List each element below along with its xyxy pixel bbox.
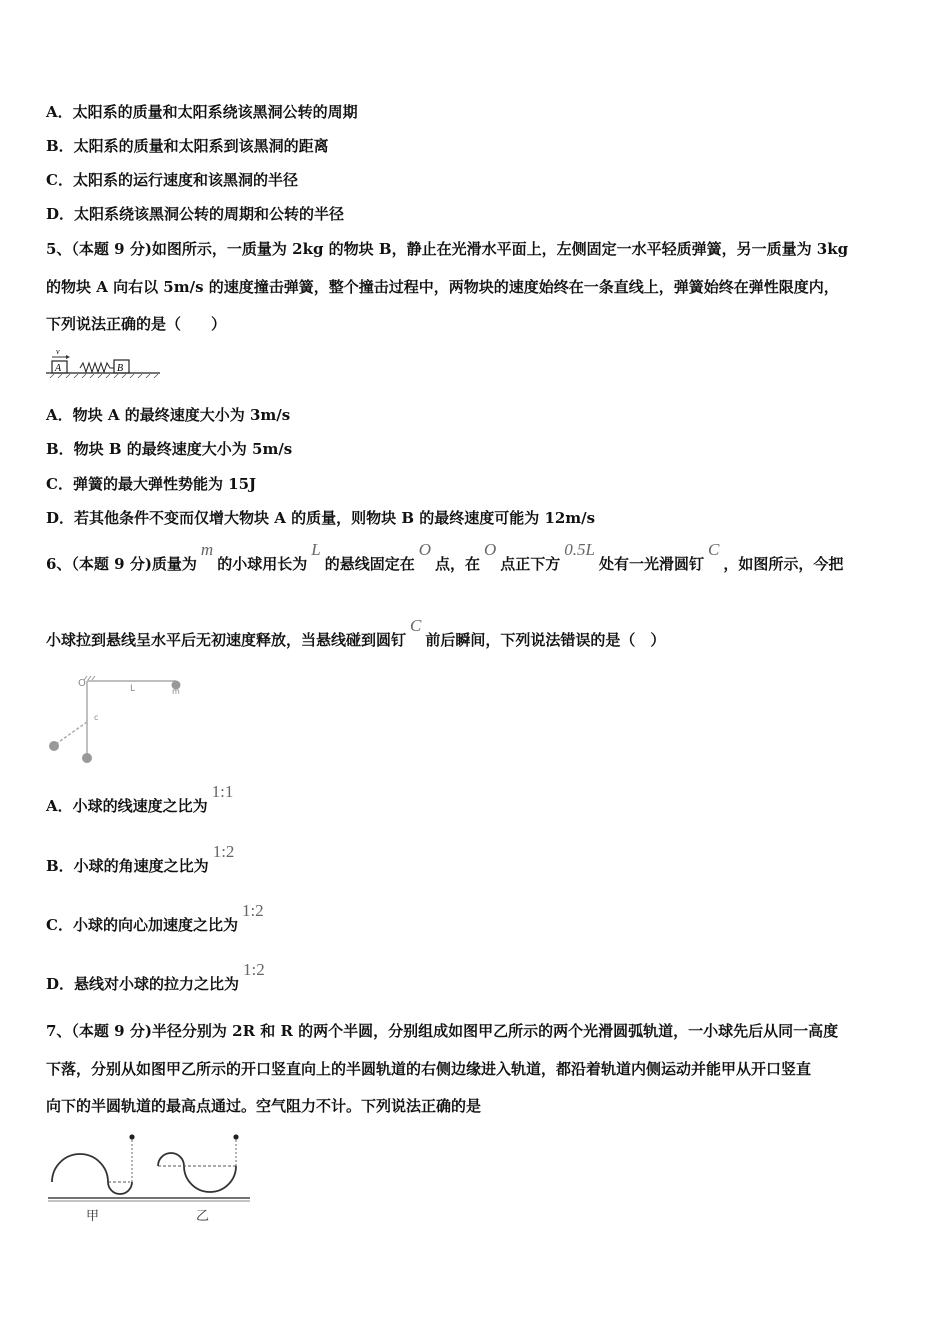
q5-stem-line1: 5、（本题 9 分)如图所示，一质量为 2kg 的物块 B，静止在光滑水平面上，左侧固定一水平轻质弹簧，另一质量为 3kg [46,240,849,258]
q6-text-6: 处有一光滑圆钉 [599,555,705,573]
q6-fig-label-l: L [130,684,136,694]
q6-text-5: 点正下方 [500,555,561,573]
q5-fig-label-a: A [55,363,62,374]
q5-fig-label-b: B [117,363,124,374]
q6-option-d [46,960,269,994]
q6-text-8: 小球拉到悬线呈水平后无初速度释放，当悬线碰到圆钉 [46,631,407,649]
q5-option-d: D．若其他条件不变而仅增大物块 A 的质量，则物块 B 的最终速度可能为 12m/s [46,509,596,527]
q6-var-o2: O [484,540,497,559]
q6-var-l: L [311,540,321,559]
q7-fig-label-jia: 甲 [86,1209,100,1224]
q5-fig-label-v: v [56,347,60,356]
q6-option-b-ratio: 1:2 [212,842,235,861]
q4-option-c: C．太阳系的运行速度和该黑洞的半径 [46,171,298,189]
q6-var-m: m [200,540,214,559]
q7-stem-line3: 向下的半圆轨道的最高点通过。空气阻力不计。下列说法正确的是 [46,1097,482,1115]
q7-stem-line1: 7、（本题 9 分)半径分别为 2R 和 R 的两个半圆，分别组成如图甲乙所示的两个光滑圆弧轨道，一小球先后从同一高度 [46,1022,839,1040]
q6-fig-label-m: m [172,687,180,696]
q4-option-a: A．太阳系的质量和太阳系绕该黑洞公转的周期 [46,103,358,121]
q6-option-c-ratio: 1:2 [241,901,264,920]
q6-text-2: 的小球用长为 [217,555,308,573]
q6-text-4: 点，在 [434,555,480,573]
q6-option-b [46,842,238,876]
q6-var-o1: O [418,540,431,559]
q7-stem-line2: 下落，分别从如图甲乙所示的开口竖直向上的半圆轨道的右侧边缘进入轨道，都沿着轨道内侧运动并能甲从开口竖直 [46,1060,812,1078]
q6-text-9: 前后瞬间，下列说法错误的是（ ） [425,631,666,649]
q4-option-d: D．太阳系绕该黑洞公转的周期和公转的半径 [46,205,345,223]
q6-option-c [46,901,268,935]
q5-option-b: B．物块 B 的最终速度大小为 5m/s [46,440,293,458]
q6-option-d-ratio: 1:2 [243,960,265,979]
q7-fig-label-yi: 乙 [196,1209,210,1224]
q5-stem-line2: 的物块 A 向右以 5m/s 的速度撞击弹簧，整个撞击过程中，两物块的速度始终在一条直线上，弹簧始终在弹性限度内， [46,278,839,296]
q5-stem-line3: 下列说法正确的是（ ） [46,315,227,333]
q6-fig-label-c: c [94,713,99,722]
q6-stem-line1 [46,540,844,574]
q6-stem-line2 [46,616,666,650]
q6-option-a-ratio: 1:1 [211,782,234,801]
q6-var-c2: C [410,616,422,635]
q6-var-c1: C [708,540,720,559]
q7-track-figure [46,1130,254,1224]
q6-option-a-text: A．小球的线速度之比为 [46,797,208,815]
q6-option-b-text: B．小球的角速度之比为 [46,857,209,875]
q4-option-b: B．太阳系的质量和太阳系到该黑洞的距离 [46,137,329,155]
q6-option-d-text: D．悬线对小球的拉力之比为 [46,975,240,993]
q6-option-a [46,782,237,816]
q5-spring-figure [46,346,162,380]
q6-text-3: 的悬线固定在 [324,555,415,573]
q6-pendulum-figure [44,672,194,768]
q5-option-c: C．弹簧的最大弹性势能为 15J [46,475,257,493]
q6-text-7: ，如图所示，今把 [723,555,844,573]
q6-option-c-text: C．小球的向心加速度之比为 [46,916,238,934]
q6-var-half-l: 0.5L [564,540,596,559]
q6-text-1: 6、（本题 9 分)质量为 [46,555,197,573]
q6-fig-label-o: O [78,678,86,689]
q5-option-a: A．物块 A 的最终速度大小为 3m/s [46,406,291,424]
